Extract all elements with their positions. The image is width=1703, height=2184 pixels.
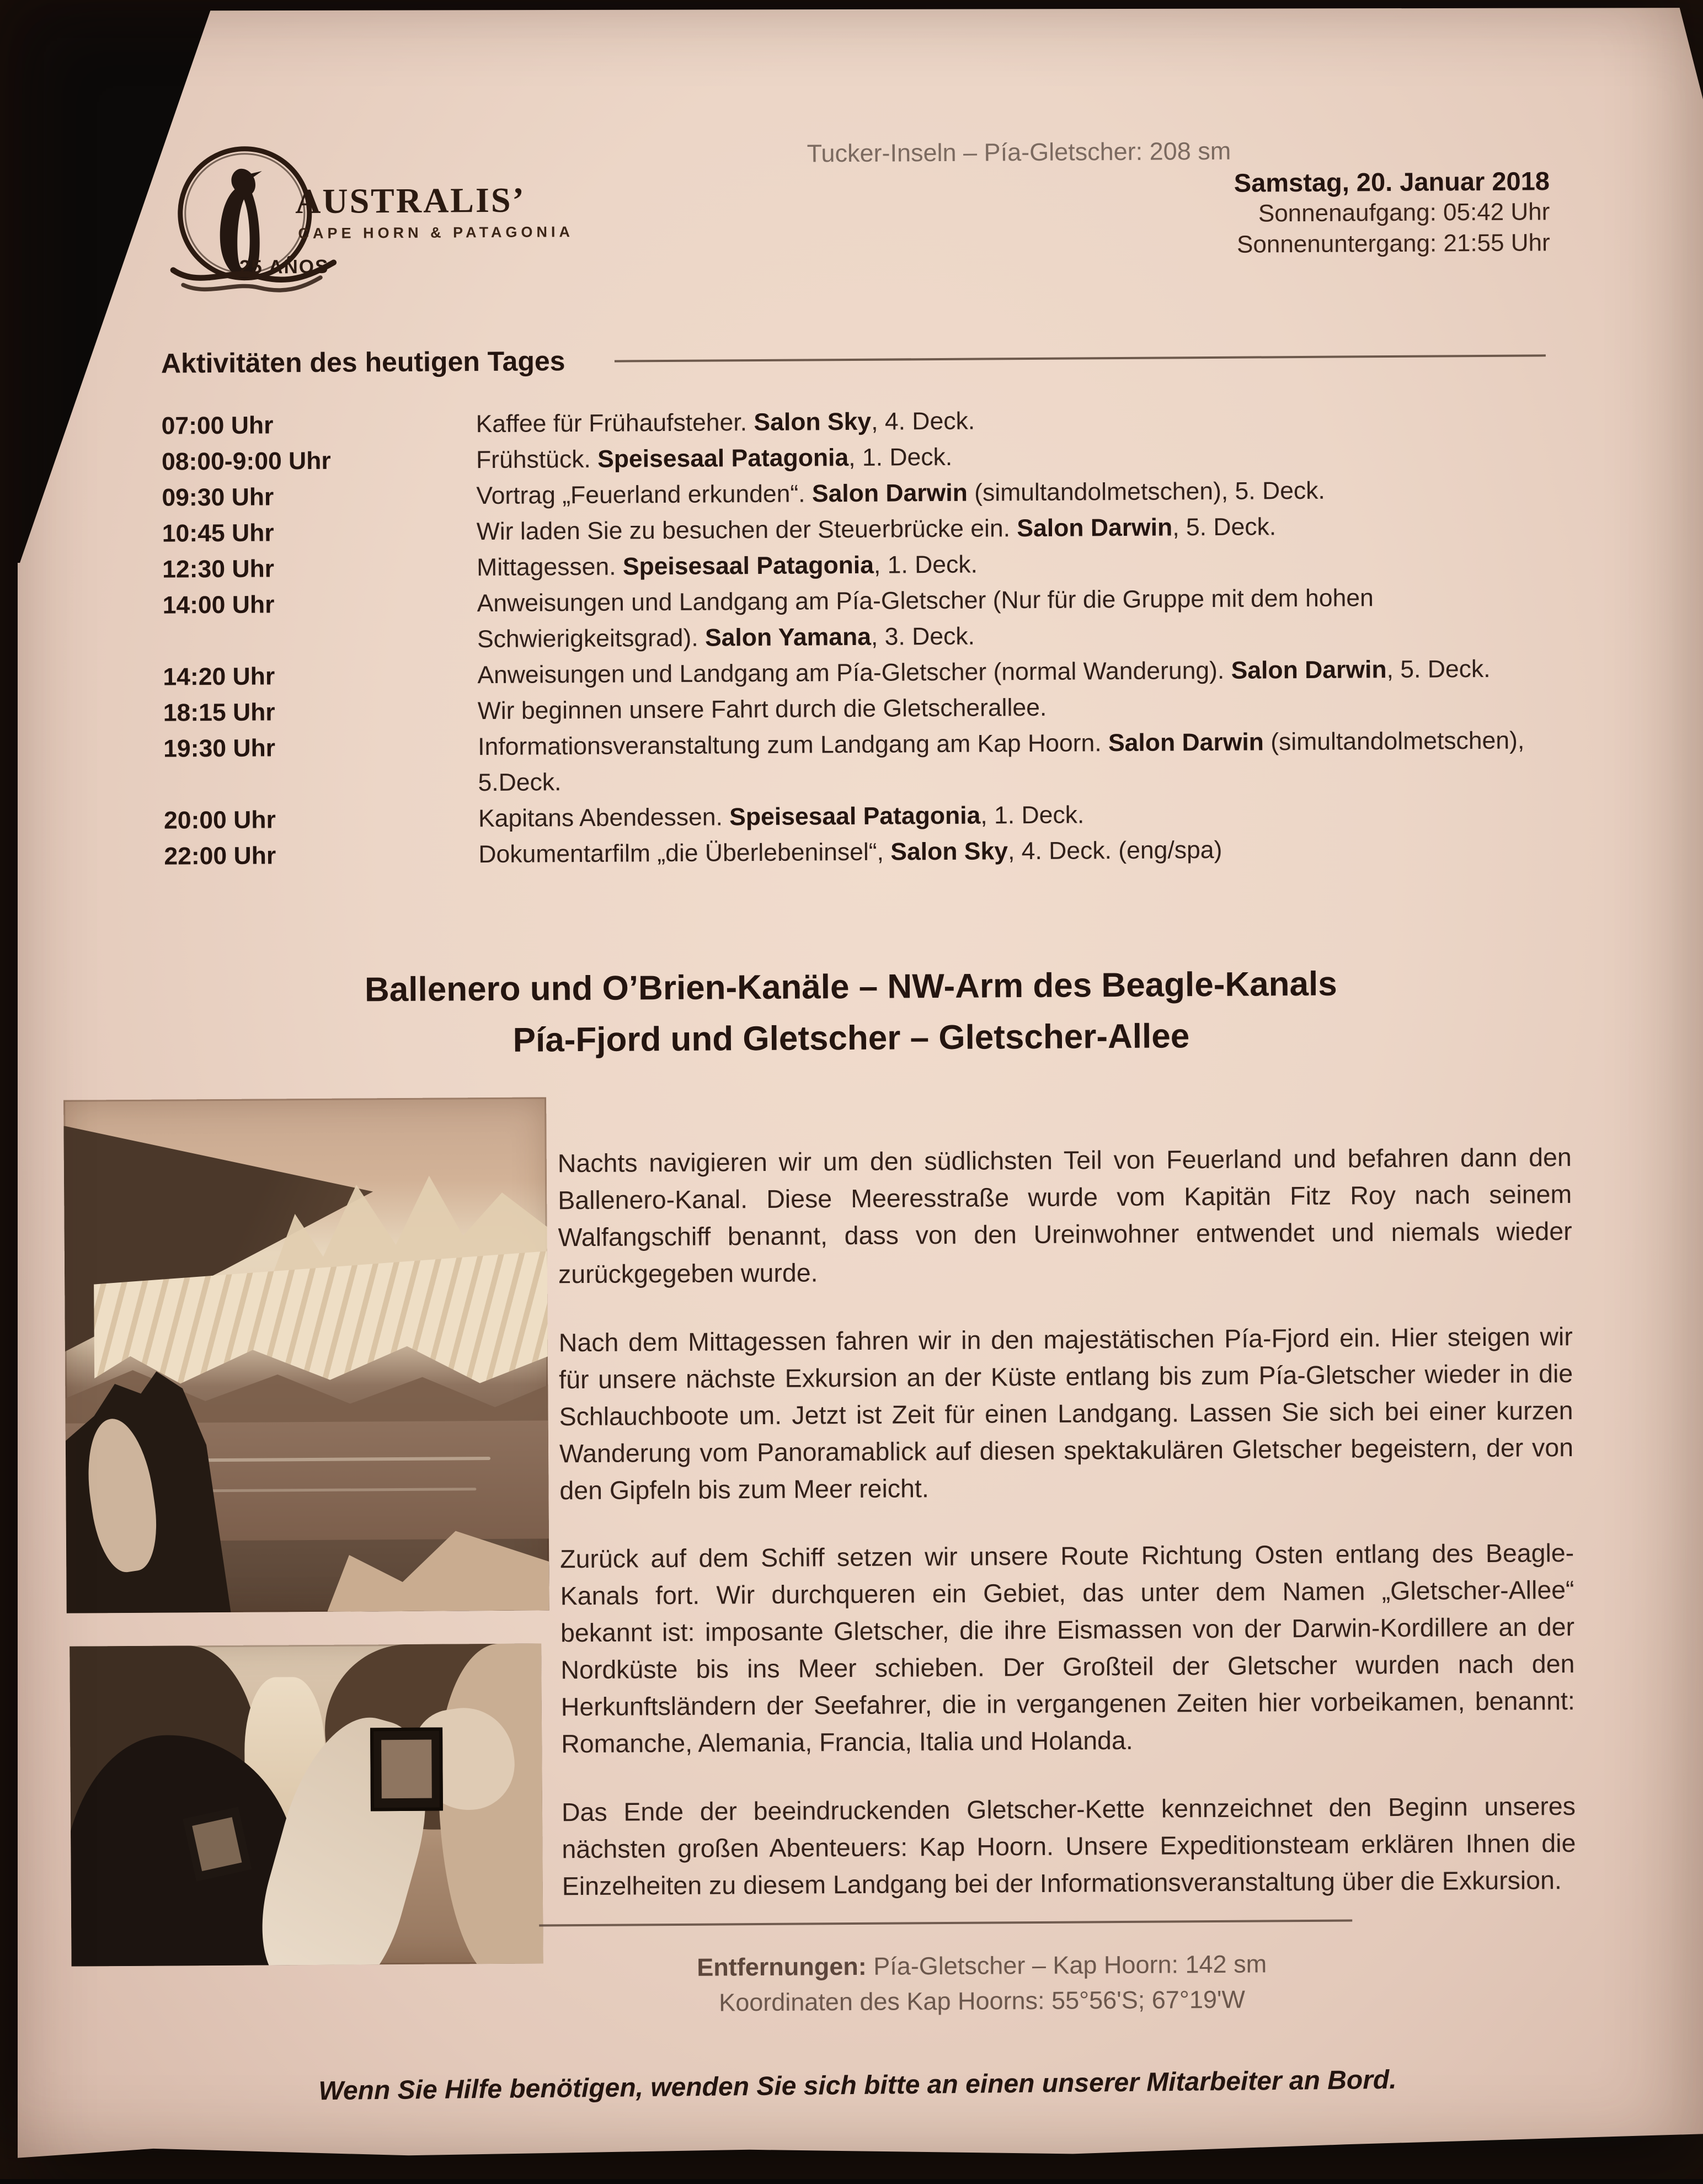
activity-description (477, 651, 1576, 693)
activity-text: , 4. Deck. (eng/spa) (1007, 836, 1222, 865)
activity-time: 10:45 Uhr (162, 519, 274, 547)
activity-text: Kapitans Abendessen. (478, 803, 730, 833)
venue-name: Speisesaal Patagonia (729, 802, 981, 831)
photo2-camera2-screen (192, 1817, 242, 1871)
activity-time: 20:00 Uhr (163, 806, 276, 834)
venue-name: Salon Darwin (1108, 728, 1264, 757)
article-title (0, 956, 1703, 1069)
distances-block (563, 1946, 1402, 2021)
activity-text: Vortrag „Feuerland erkunden“. (476, 480, 813, 510)
activity-description (477, 507, 1576, 550)
article-paragraph: Nach dem Mittagessen fahren wir in den majestätischen Pía-Fjord ein. Hier steigen wir für unsere nächste Exkursion an der Küste entlang bis zum Pía-Gletscher wieder in die Schlauchboote um. Jetzt ist Zeit für einen Landgang. Lassen Sie sich bei einer kurzen Wanderung vom Panoramablick auf diesen spektakulären Gletscher begeistern, der von den Gipfeln bis zum Meer reicht. (558, 1322, 1574, 1505)
date-line: Samstag, 20. Januar 2018 (1234, 166, 1550, 198)
activity-time: 12:30 Uhr (162, 555, 275, 583)
activity-description (478, 794, 1577, 837)
activity-description (477, 579, 1576, 657)
activity-description (477, 543, 1576, 585)
activity-time: 19:30 Uhr (163, 734, 276, 763)
activity-time: 22:00 Uhr (164, 842, 276, 870)
activity-text: Wir beginnen unsere Fahrt durch die Gletscherallee. (477, 694, 1047, 725)
activity-description (476, 399, 1574, 442)
activity-text: , 5. Deck. (1172, 513, 1277, 541)
photo2-camera-screen (381, 1740, 432, 1798)
activities-schedule (161, 399, 1577, 875)
activity-text: Wir laden Sie zu besuchen der Steuerbrücke ein. (476, 515, 1017, 546)
activity-text: (simultandolmetschen), 5. Deck. (967, 477, 1325, 507)
activities-heading: Aktivitäten des heutigen Tages (161, 345, 565, 379)
activity-text: Kaffee für Frühaufsteher. (476, 409, 754, 438)
coordinates-line: Koordinaten des Kap Hoorns: 55°56'S; 67°19'W (719, 1985, 1246, 2017)
activity-description (478, 722, 1577, 801)
photo2-camera-icon (370, 1727, 444, 1811)
activity-text: Dokumentarfilm „die Überlebeninsel“, (478, 838, 891, 869)
background-edge-left (0, 0, 18, 2179)
venue-name: Speisesaal Patagonia (622, 551, 874, 580)
activity-description (478, 686, 1577, 729)
activity-text: , 3. Deck. (871, 622, 975, 651)
venue-name: Salon Darwin (812, 479, 968, 508)
brand-tagline: CAPE HORN & PATAGONIA (298, 223, 574, 242)
activity-text: , 4. Deck. (871, 407, 975, 435)
venue-name: Salon Darwin (1017, 514, 1173, 542)
activity-text: , 1. Deck. (873, 551, 978, 579)
brand-anniversary: 25 AÑOS (239, 255, 329, 278)
glacier-viewpoint-photo (63, 1097, 549, 1613)
venue-name: Salon Yamana (704, 623, 872, 652)
distances-line (563, 1946, 1401, 1986)
activity-text: , 5. Deck. (1386, 655, 1491, 684)
activity-text: Anweisungen und Landgang am Pía-Gletscher (Nur für die Gruppe mit dem hohen Schwierigkeitsgrad). (477, 584, 1374, 653)
article-paragraph: Zurück auf dem Schiff setzen wir unsere Route Richtung Osten entlang des Beagle-Kanals fort. Wir durchqueren ein Gebiet, das unter dem Namen „Gletscher-Allee“ bekannt ist: imposante Gletscher, die ihre Eismassen von der Darwin-Kordillere an der Nordküste bis ins Meer schieben. Der Großteil der Gletscher wurden nach den Herkunftsländern der Seefahrer, die in vergangenen Zeiten hier vorbeikamen, benannt: Romanche, Alemania, Francia, Italia und Holanda. (560, 1538, 1575, 1759)
article-title-line1: Ballenero und O’Brien-Kanäle – NW-Arm des Beagle-Kanals (364, 965, 1337, 1009)
footer-help-note: Wenn Sie Hilfe benötigen, wenden Sie sich bitte an einen unserer Mitarbeiter an Bord. (318, 2065, 1397, 2106)
venue-name: Salon Darwin (1231, 656, 1387, 684)
article-paragraph: Nachts navigieren wir um den südlichsten Teil von Feuerland und befahren dann den Ballenero-Kanal. Diese Meeresstraße wurde vom Kapitän Fitz Roy nach seinem Walfangschiff benannt, dass von den Ureinwohner entwendet und niemals wieder zurückgegeben wurde. (557, 1143, 1572, 1289)
activity-text: , 1. Deck. (848, 443, 953, 472)
brand-name: AUSTRALIS’ (295, 180, 526, 221)
activity-time: 09:30 Uhr (162, 483, 274, 512)
sunset-line: Sonnenuntergang: 21:55 Uhr (1236, 229, 1550, 258)
article-body (558, 1139, 1577, 1936)
activity-time: 07:00 Uhr (161, 412, 274, 440)
header-date-block (1234, 166, 1550, 260)
activity-description (478, 830, 1577, 872)
activity-text: Informationsveranstaltung zum Landgang am Kap Hoorn. (478, 729, 1109, 761)
activity-text: Anweisungen und Landgang am Pía-Gletscher (normal Wanderung). (477, 657, 1231, 689)
activity-time: 18:15 Uhr (163, 699, 275, 727)
activity-time: 08:00-9:00 Uhr (161, 447, 331, 476)
passengers-cameras-photo (70, 1643, 543, 1966)
activity-time: 14:00 Uhr (162, 591, 275, 619)
activity-time: 14:20 Uhr (163, 663, 275, 691)
route-distance-line: Tucker-Inseln – Pía-Gletscher: 208 sm (807, 136, 1231, 168)
activity-text: Mittagessen. (477, 553, 623, 582)
venue-name: Salon Sky (890, 838, 1008, 866)
venue-name: Salon Sky (754, 408, 872, 436)
heading-rule (615, 354, 1546, 362)
venue-name: Speisesaal Patagonia (597, 444, 849, 473)
sunrise-line: Sonnenaufgang: 05:42 Uhr (1258, 198, 1550, 227)
activity-text: , 1. Deck. (980, 801, 1085, 829)
distances-value: Pía-Gletscher – Kap Hoorn: 142 sm (866, 1949, 1267, 1980)
distances-label: Entfernungen: (697, 1952, 867, 1981)
activity-text: Frühstück. (476, 445, 598, 474)
activity-text: (simultandolmetschen), 5.Deck. (478, 727, 1525, 797)
activity-description (476, 471, 1575, 514)
activity-row (163, 722, 1577, 803)
article-title-line2: Pía-Fjord und Gletscher – Gletscher-Allee (512, 1017, 1190, 1059)
activity-description (476, 435, 1575, 478)
article-paragraph: Das Ende der beeindruckenden Gletscher-Kette kennzeichnet den Beginn unseres nächsten großen Abenteuers: Kap Hoorn. Unsere Expeditionsteam erklären Ihnen die Einzelheiten zu diesem Landgang bei der Informationsveranstaltung über die Exkursion. (561, 1792, 1576, 1901)
activity-row (162, 579, 1576, 659)
